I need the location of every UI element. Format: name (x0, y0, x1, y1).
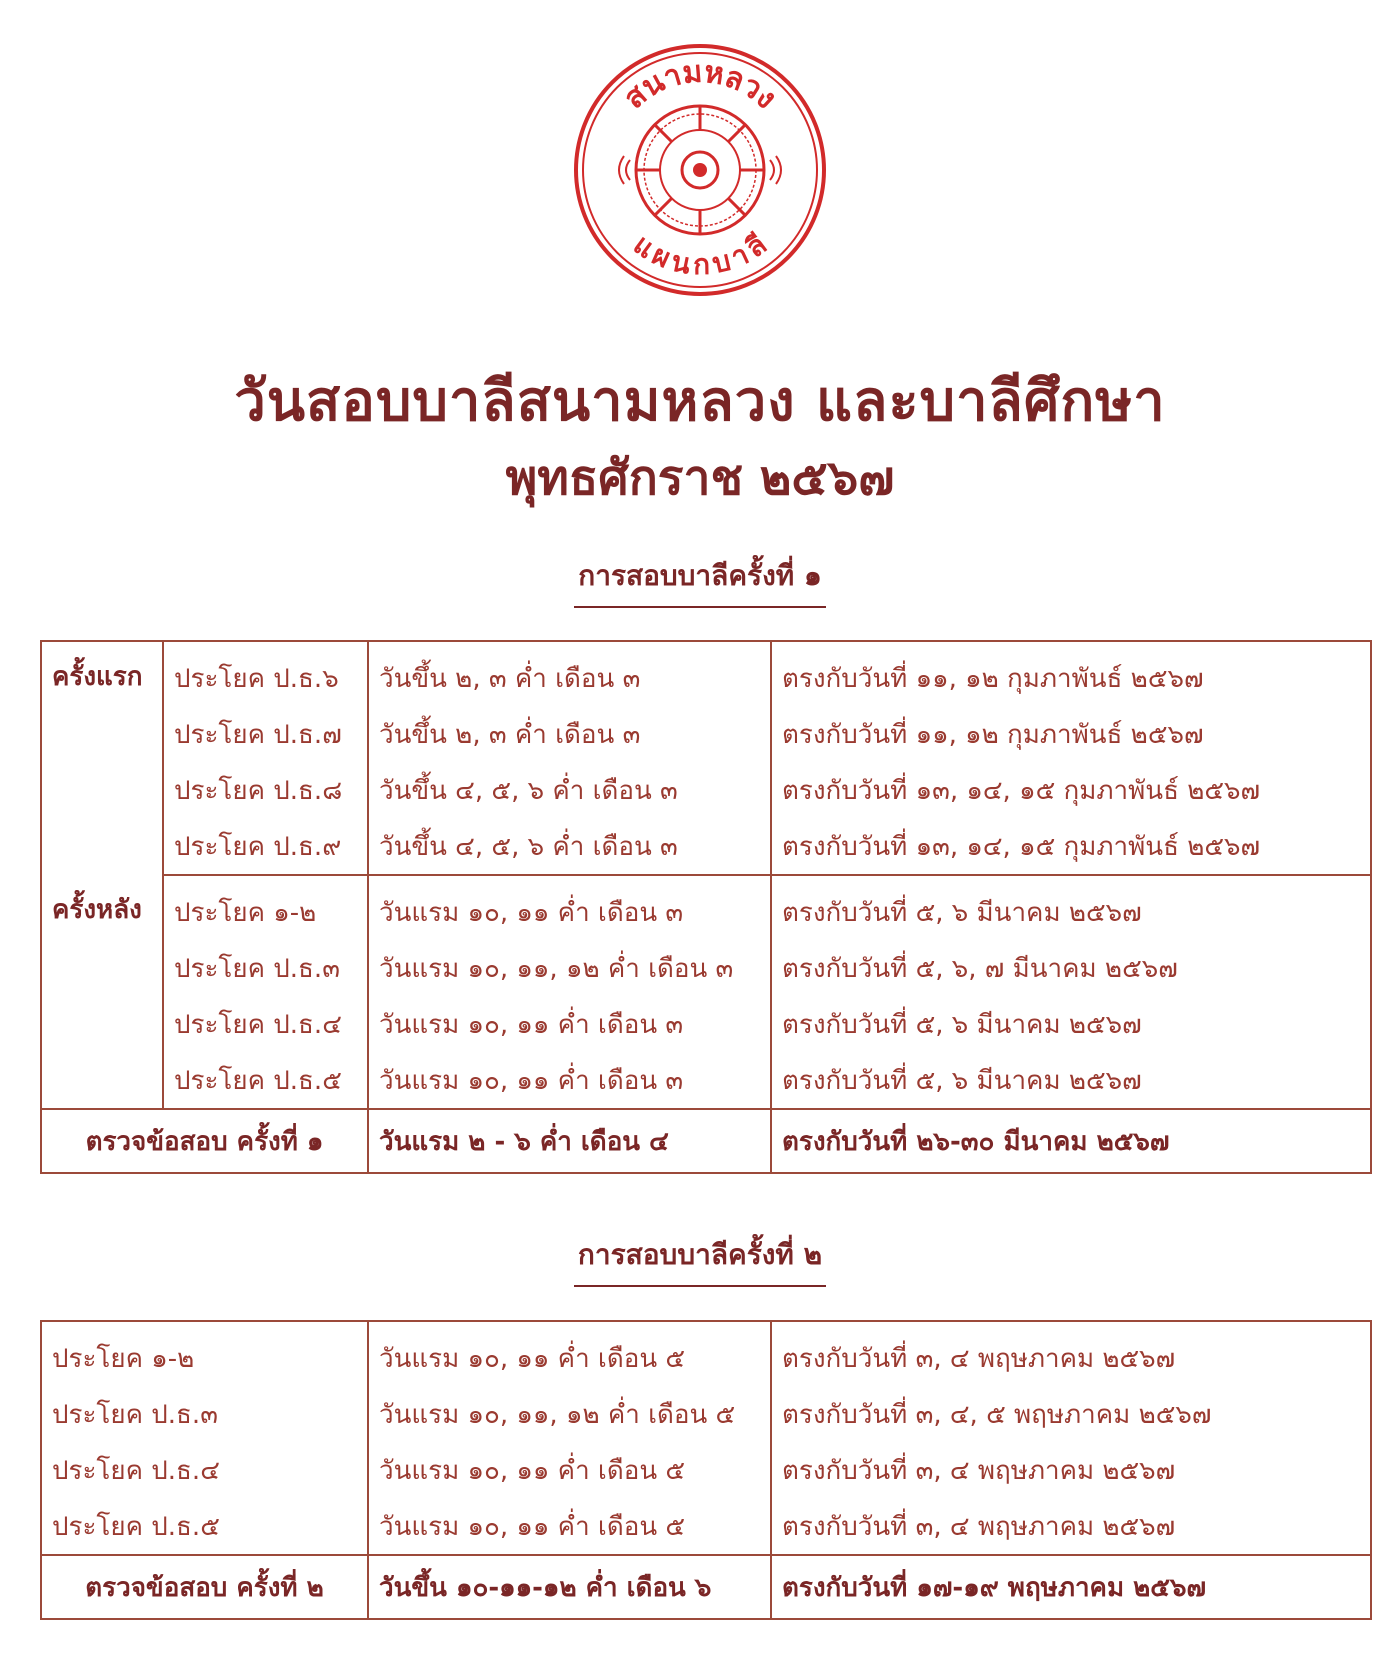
check-label: ตรวจข้อสอบ ครั้งที่ ๑ (41, 1109, 368, 1173)
level-cell: ประโยค ๑-๒ (163, 875, 368, 940)
group-label: ครั้งแรก (41, 641, 163, 875)
level-cell: ประโยค ป.ธ.๙ (163, 818, 368, 875)
exam-schedule-table-2 (40, 1320, 1372, 1620)
lunar-date-cell: วันแรม ๑๐, ๑๑ ค่ำ เดือน ๕ (368, 1321, 771, 1386)
page-title: วันสอบบาลีสนามหลวง และบาลีศึกษา (234, 369, 1166, 434)
group-label: ครั้งหลัง (41, 875, 163, 1109)
lunar-date-cell: วันแรม ๑๐, ๑๑ ค่ำ เดือน ๓ (368, 996, 771, 1052)
solar-date-cell: ตรงกับวันที่ ๓, ๔ พฤษภาคม ๒๕๖๗ (782, 1343, 1176, 1374)
check-lunar-date: วันขึ้น ๑๐-๑๑-๑๒ ค่ำ เดือน ๖ (368, 1555, 771, 1619)
table-row (41, 1321, 1371, 1386)
lunar-date-cell: วันแรม ๑๐, ๑๑, ๑๒ ค่ำ เดือน ๓ (368, 940, 771, 996)
level-cell: ประโยค ป.ธ.๘ (163, 762, 368, 818)
table-row (41, 1498, 1371, 1555)
solar-date-cell: ตรงกับวันที่ ๓, ๔ พฤษภาคม ๒๕๖๗ (771, 1498, 1371, 1555)
table-row (41, 940, 1371, 996)
sanam-luang-seal-logo (570, 40, 830, 300)
section2-heading: การสอบบาลีครั้งที่ ๒ (0, 1233, 1400, 1287)
table-row (41, 1052, 1371, 1109)
exam-check-row (41, 1555, 1371, 1619)
solar-date-cell: ตรงกับวันที่ ๕, ๖ มีนาคม ๒๕๖๗ (782, 897, 1142, 928)
lunar-date-cell: วันขึ้น ๒, ๓ ค่ำ เดือน ๓ (368, 706, 771, 762)
level-cell: ประโยค ป.ธ.๕ (163, 1052, 368, 1109)
table-row (41, 762, 1371, 818)
exam-schedule-table-1 (40, 640, 1372, 1174)
table-row (41, 706, 1371, 762)
lunar-date-cell: วันขึ้น ๔, ๕, ๖ ค่ำ เดือน ๓ (368, 818, 771, 875)
check-solar-date: ตรงกับวันที่ ๑๗-๑๙ พฤษภาคม ๒๕๖๗ (782, 1572, 1207, 1603)
solar-date-cell: ตรงกับวันที่ ๓, ๔, ๕ พฤษภาคม ๒๕๖๗ (782, 1399, 1212, 1430)
solar-date-cell: ตรงกับวันที่ ๕, ๖ มีนาคม ๒๕๖๗ (771, 1052, 1371, 1109)
lunar-date-cell: วันแรม ๑๐, ๑๑ ค่ำ เดือน ๕ (368, 1498, 771, 1555)
table-row (41, 875, 1371, 940)
solar-date-cell: ตรงกับวันที่ ๕, ๖, ๗ มีนาคม ๒๕๖๗ (782, 953, 1178, 984)
level-cell: ประโยค ป.ธ.๓ (163, 940, 368, 996)
section1-heading: การสอบบาลีครั้งที่ ๑ (0, 554, 1400, 608)
solar-date-cell: ตรงกับวันที่ ๑๑, ๑๒ กุมภาพันธ์ ๒๕๖๗ (782, 719, 1204, 750)
solar-date-cell: ตรงกับวันที่ ๑๓, ๑๔, ๑๕ กุมภาพันธ์ ๒๕๖๗ (771, 818, 1371, 875)
table-row (41, 1386, 1371, 1442)
solar-date-cell: ตรงกับวันที่ ๕, ๖ มีนาคม ๒๕๖๗ (782, 1009, 1142, 1040)
table-row (41, 641, 1371, 706)
solar-date-cell: ตรงกับวันที่ ๑๓, ๑๔, ๑๕ กุมภาพันธ์ ๒๕๖๗ (782, 775, 1261, 806)
table-row (41, 1442, 1371, 1498)
page-subtitle-year: พุทธศักราช ๒๕๖๗ (505, 450, 895, 506)
check-lunar-date: วันแรม ๒ - ๖ ค่ำ เดือน ๔ (368, 1109, 771, 1173)
svg-text:แผนกบาลี (627, 228, 772, 281)
level-cell: ประโยค ป.ธ.๔ (41, 1442, 368, 1498)
level-cell: ประโยค ป.ธ.๕ (41, 1498, 368, 1555)
seal-bottom-text: แผนกบาลี (627, 227, 773, 282)
lunar-date-cell: วันขึ้น ๔, ๕, ๖ ค่ำ เดือน ๓ (368, 762, 771, 818)
lunar-date-cell: วันแรม ๑๐, ๑๑ ค่ำ เดือน ๕ (368, 1442, 771, 1498)
solar-date-cell: ตรงกับวันที่ ๑๑, ๑๒ กุมภาพันธ์ ๒๕๖๗ (782, 663, 1204, 694)
lunar-date-cell: วันแรม ๑๐, ๑๑ ค่ำ เดือน ๓ (368, 875, 771, 940)
solar-date-cell: ตรงกับวันที่ ๓, ๔ พฤษภาคม ๒๕๖๗ (782, 1455, 1176, 1486)
level-cell: ประโยค ป.ธ.๖ (163, 641, 368, 706)
lunar-date-cell: วันแรม ๑๐, ๑๑ ค่ำ เดือน ๓ (368, 1052, 771, 1109)
table-row (41, 996, 1371, 1052)
level-cell: ประโยค ป.ธ.๗ (163, 706, 368, 762)
table-row (41, 818, 1371, 875)
lunar-date-cell: วันแรม ๑๐, ๑๑, ๑๒ ค่ำ เดือน ๕ (368, 1386, 771, 1442)
level-cell: ประโยค ป.ธ.๓ (41, 1386, 368, 1442)
level-cell: ประโยค ป.ธ.๔ (163, 996, 368, 1052)
dharma-wheel-icon (619, 106, 781, 234)
level-cell: ประโยค ๑-๒ (41, 1321, 368, 1386)
seal-top-text: สนามหลวง (617, 54, 784, 117)
exam-check-row (41, 1109, 1371, 1173)
check-solar-date: ตรงกับวันที่ ๒๖-๓๐ มีนาคม ๒๕๖๗ (782, 1126, 1170, 1157)
lunar-date-cell: วันขึ้น ๒, ๓ ค่ำ เดือน ๓ (368, 641, 771, 706)
check-label: ตรวจข้อสอบ ครั้งที่ ๒ (41, 1555, 368, 1619)
